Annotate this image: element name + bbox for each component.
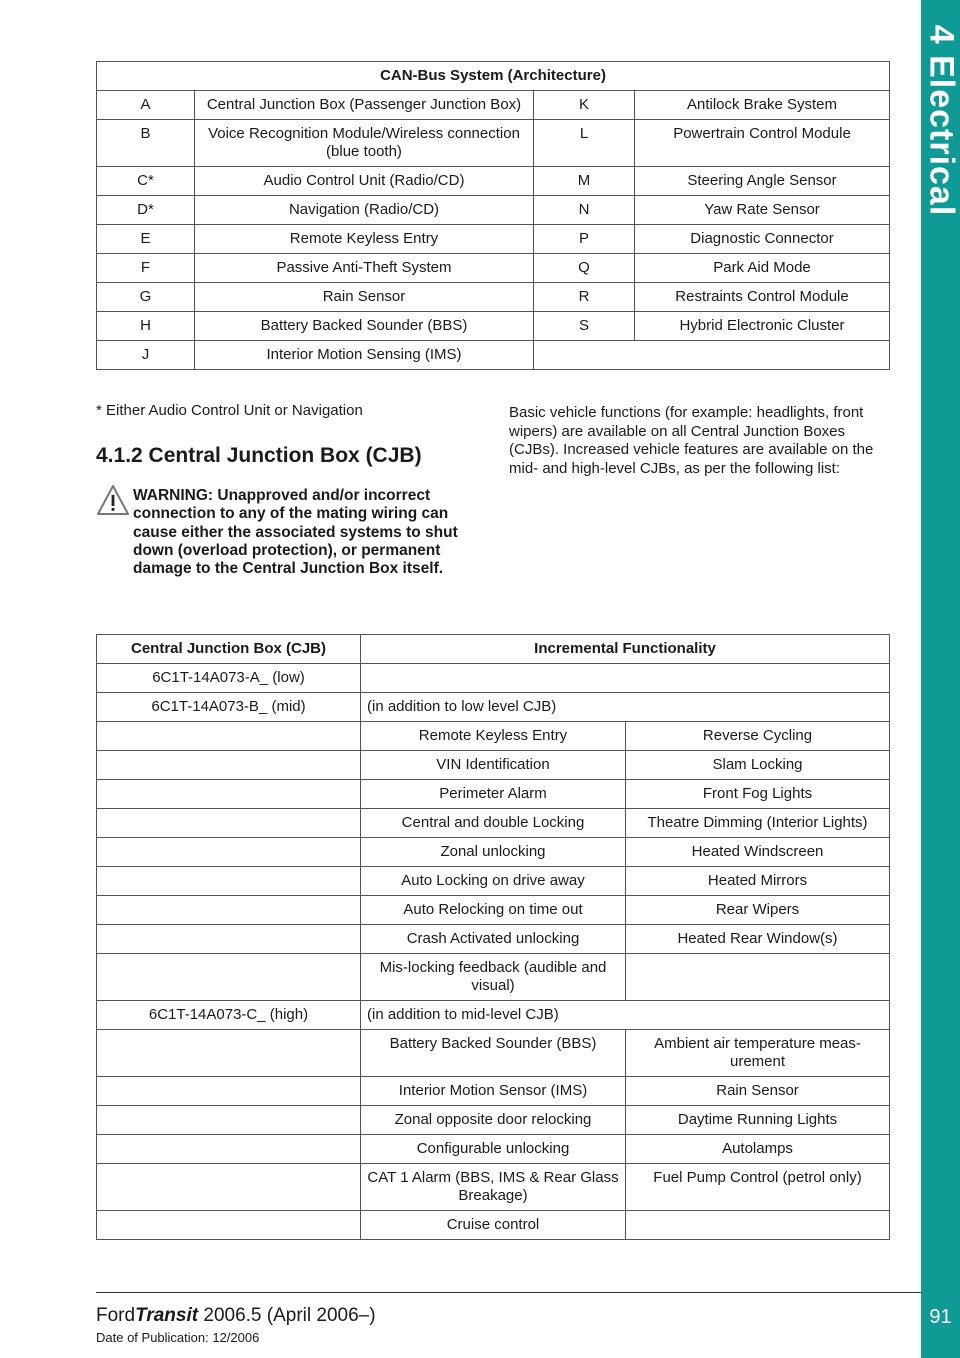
module-name: Antilock Brake System: [635, 91, 890, 120]
feature-cell: Heated Windscreen: [626, 838, 890, 867]
empty-cell: [97, 1030, 361, 1077]
feature-cell: Zonal opposite door relocking: [361, 1106, 626, 1135]
module-code: G: [97, 283, 195, 312]
warning-triangle-icon: [96, 484, 130, 516]
empty-cell: [97, 809, 361, 838]
feature-cell: CAT 1 Alarm (BBS, IMS & Rear Glass Breakage): [361, 1164, 626, 1211]
table-row: [97, 225, 890, 254]
module-name: Restraints Control Module: [635, 283, 890, 312]
table-row: [97, 1001, 890, 1030]
empty-cell: [97, 722, 361, 751]
module-code: E: [97, 225, 195, 254]
feature-cell: [626, 954, 890, 1001]
table-row: [97, 312, 890, 341]
table-row: [97, 664, 890, 693]
module-name: Steering Angle Sensor: [635, 167, 890, 196]
feature-cell: Remote Keyless Entry: [361, 722, 626, 751]
module-code: R: [534, 283, 635, 312]
module-name: Interior Motion Sensing (IMS): [195, 341, 534, 370]
intro-paragraph: Basic vehicle functions (for example: headlights, front wipers) are available on all Central Junction Boxes (CJBs). Increased vehicle features are available on the mid- and high-level CJBs, as per the following list:: [509, 404, 874, 477]
empty-cell: [97, 751, 361, 780]
table-row: [97, 1077, 890, 1106]
feature-cell: Central and double Locking: [361, 809, 626, 838]
chapter-title-text: 4 Electrical: [922, 24, 960, 216]
feature-cell: VIN Identification: [361, 751, 626, 780]
empty-cell: [97, 1077, 361, 1106]
table-row: [97, 780, 890, 809]
feature-cell: Slam Locking: [626, 751, 890, 780]
feature-cell: Fuel Pump Control (petrol only): [626, 1164, 890, 1211]
module-code: J: [97, 341, 195, 370]
empty-cell: [97, 925, 361, 954]
module-code: C*: [97, 167, 195, 196]
module-name: Hybrid Electronic Cluster: [635, 312, 890, 341]
feature-cell: Cruise control: [361, 1211, 626, 1240]
module-name: Remote Keyless Entry: [195, 225, 534, 254]
table-row: [97, 954, 890, 1001]
module-name: Passive Anti-Theft System: [195, 254, 534, 283]
table-row: [97, 341, 890, 370]
table-row: [97, 867, 890, 896]
feature-cell: Battery Backed Sounder (BBS): [361, 1030, 626, 1077]
feature-cell: Heated Rear Window(s): [626, 925, 890, 954]
cjb-level-note: (in addition to low level CJB): [361, 693, 890, 722]
module-name: Voice Recognition Module/Wireless connection (blue tooth): [195, 120, 534, 167]
table-row: [97, 693, 890, 722]
table-row: [97, 167, 890, 196]
feature-cell: Perimeter Alarm: [361, 780, 626, 809]
module-code: L: [534, 120, 635, 167]
table-row: [97, 925, 890, 954]
feature-cell: Rain Sensor: [626, 1077, 890, 1106]
module-name: Diagnostic Connector: [635, 225, 890, 254]
feature-cell: Autolamps: [626, 1135, 890, 1164]
empty-cell: [97, 867, 361, 896]
module-code: M: [534, 167, 635, 196]
cjb-functionality-table-body: [97, 664, 890, 1240]
feature-cell: Daytime Running Lights: [626, 1106, 890, 1135]
footer-divider: [96, 1292, 921, 1293]
chapter-title: [921, 0, 960, 240]
table-row: [97, 120, 890, 167]
module-code: Q: [534, 254, 635, 283]
table-row: [97, 1135, 890, 1164]
feature-cell: Theatre Dimming (Interior Lights): [626, 809, 890, 838]
page-number: 91: [929, 1306, 952, 1328]
table-row: [97, 1106, 890, 1135]
empty-cell: [97, 896, 361, 925]
module-code: N: [534, 196, 635, 225]
module-name: Central Junction Box (Passenger Junction Box): [195, 91, 534, 120]
empty-cell: [97, 1135, 361, 1164]
feature-cell: Ambient air temperature meas-urement: [626, 1030, 890, 1077]
feature-cell: [626, 1211, 890, 1240]
table-row: [97, 722, 890, 751]
feature-cell: Rear Wipers: [626, 896, 890, 925]
empty-cell: [97, 1106, 361, 1135]
table-row: [97, 91, 890, 120]
table-row: [97, 1030, 890, 1077]
module-code: H: [97, 312, 195, 341]
table-row: [97, 896, 890, 925]
table-row: [97, 809, 890, 838]
table-row: [97, 1164, 890, 1211]
can-bus-table-title: CAN-Bus System (Architecture): [97, 62, 890, 91]
feature-cell: Interior Motion Sensor (IMS): [361, 1077, 626, 1106]
feature-cell: Auto Locking on drive away: [361, 867, 626, 896]
table-row: [97, 838, 890, 867]
feature-cell: Zonal unlocking: [361, 838, 626, 867]
empty-cell: [97, 954, 361, 1001]
footer-model: Transit: [135, 1305, 199, 1326]
feature-cell: Auto Relocking on time out: [361, 896, 626, 925]
module-code: B: [97, 120, 195, 167]
module-code: S: [534, 312, 635, 341]
table-row: [97, 1211, 890, 1240]
feature-cell: Mis-locking feedback (audible and visual): [361, 954, 626, 1001]
cjb-functionality-table: [96, 634, 890, 1240]
module-code: K: [534, 91, 635, 120]
cjb-part-number: 6C1T-14A073-A_ (low): [97, 664, 361, 693]
publication-date: Date of Publication: 12/2006: [96, 1330, 260, 1345]
feature-cell: Configurable unlocking: [361, 1135, 626, 1164]
empty-cell: [97, 838, 361, 867]
feature-cell: Crash Activated unlocking: [361, 925, 626, 954]
module-code: A: [97, 91, 195, 120]
empty-cell: [97, 780, 361, 809]
section-heading: 4.1.2 Central Junction Box (CJB): [96, 444, 422, 467]
table-row: [97, 283, 890, 312]
module-name: Powertrain Control Module: [635, 120, 890, 167]
module-name: Yaw Rate Sensor: [635, 196, 890, 225]
module-name: Navigation (Radio/CD): [195, 196, 534, 225]
module-code: F: [97, 254, 195, 283]
empty-cell: [534, 341, 890, 370]
functionality-header: Incremental Functionality: [361, 635, 890, 664]
cjb-part-number: 6C1T-14A073-B_ (mid): [97, 693, 361, 722]
can-bus-table-body: [97, 91, 890, 370]
table-row: [97, 254, 890, 283]
empty-cell: [97, 1164, 361, 1211]
module-name: Battery Backed Sounder (BBS): [195, 312, 534, 341]
module-name: Audio Control Unit (Radio/CD): [195, 167, 534, 196]
footnote: * Either Audio Control Unit or Navigation: [96, 402, 363, 419]
feature-cell: Front Fog Lights: [626, 780, 890, 809]
feature-cell: Reverse Cycling: [626, 722, 890, 751]
empty-cell: [97, 1211, 361, 1240]
cjb-level-note: (in addition to mid-level CJB): [361, 1001, 890, 1030]
cjb-header: Central Junction Box (CJB): [97, 635, 361, 664]
can-bus-table: [96, 61, 890, 370]
module-name: Rain Sensor: [195, 283, 534, 312]
warning-text: WARNING: Unapproved and/or incorrect connection to any of the mating wiring can cause either the associated systems to shut down (overload protection), or permanent damage to the Central Junction Box itself.: [133, 487, 458, 578]
footer-brand: Ford: [96, 1305, 136, 1326]
footer-title: [96, 1305, 376, 1327]
table-row: [97, 196, 890, 225]
footer-edition: 2006.5 (April 2006–): [198, 1305, 376, 1326]
feature-cell: Heated Mirrors: [626, 867, 890, 896]
module-code: D*: [97, 196, 195, 225]
table-row: [97, 751, 890, 780]
module-name: Park Aid Mode: [635, 254, 890, 283]
cjb-part-number: 6C1T-14A073-C_ (high): [97, 1001, 361, 1030]
module-code: P: [534, 225, 635, 254]
empty-cell: [361, 664, 890, 693]
